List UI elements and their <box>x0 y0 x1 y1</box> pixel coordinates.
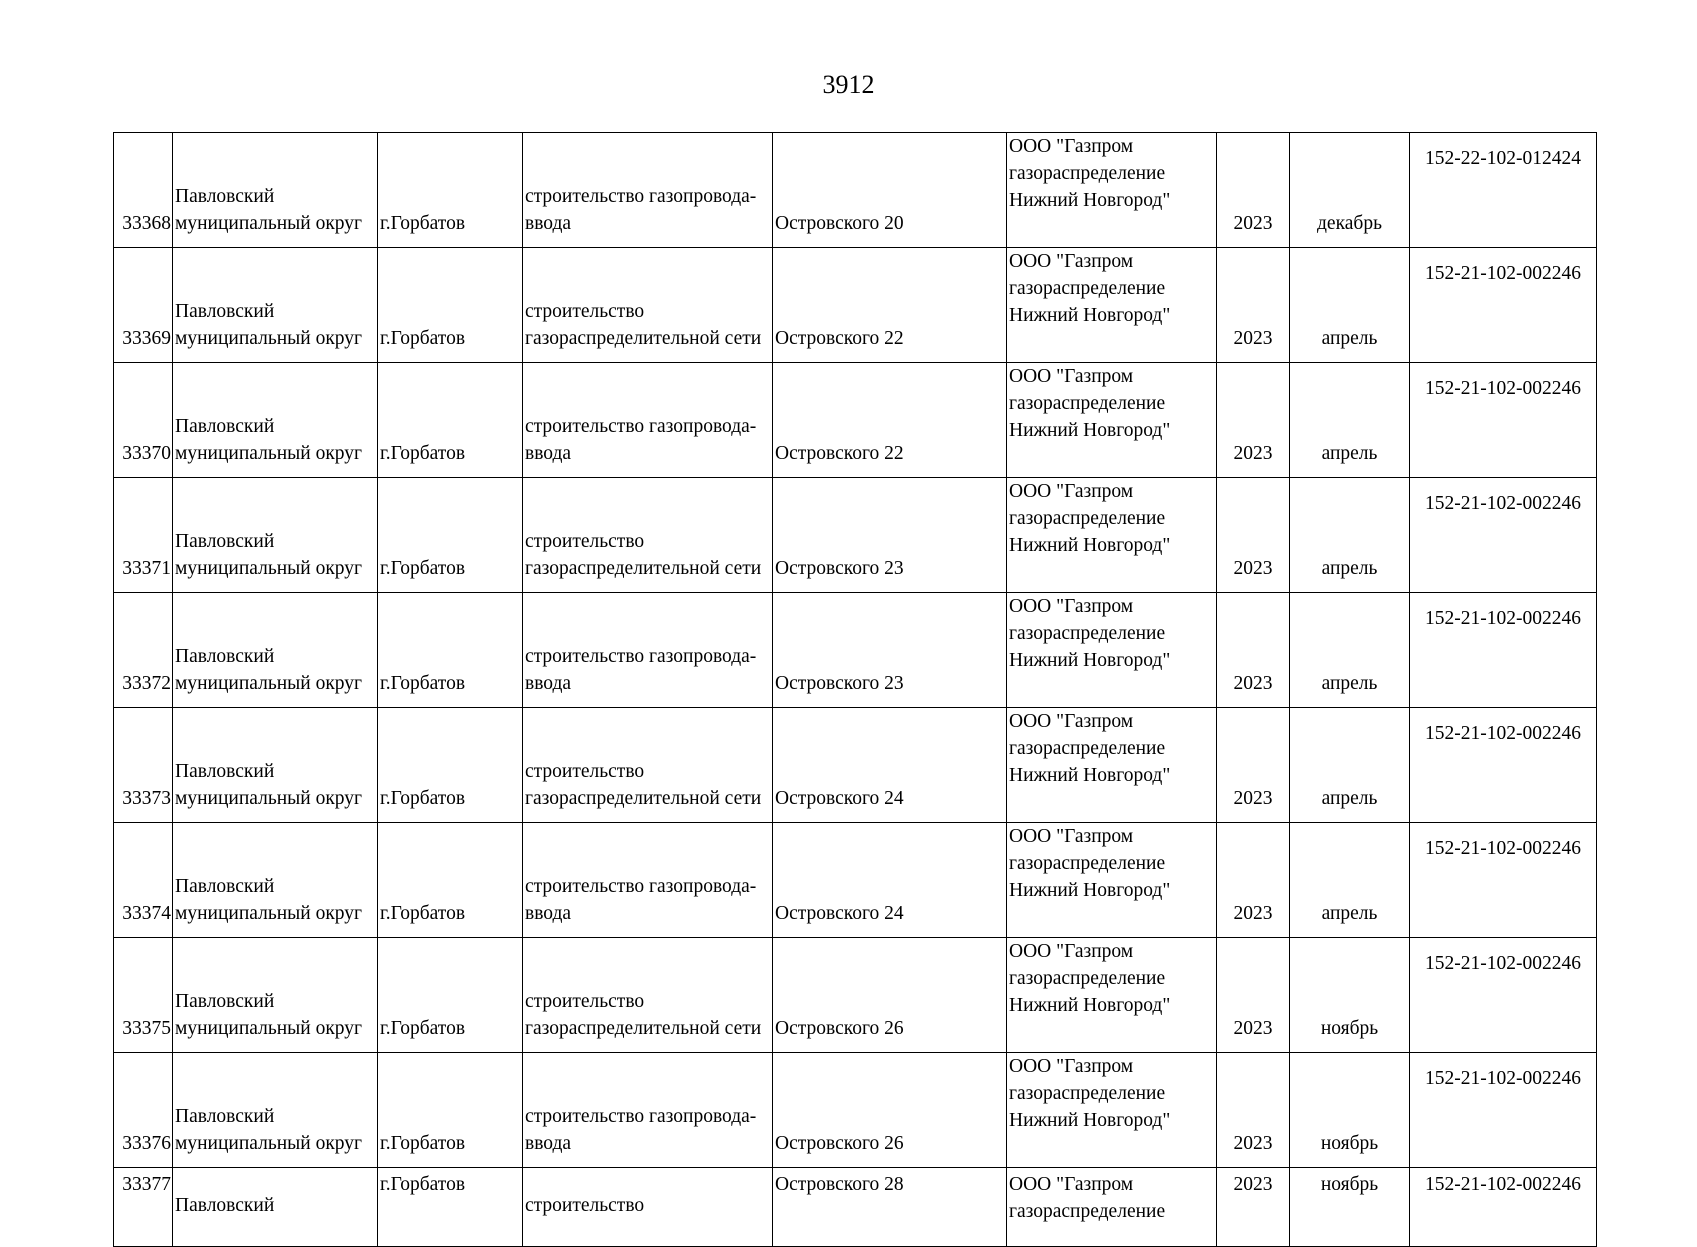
address-cell <box>773 708 1007 823</box>
row-number-cell <box>114 708 173 823</box>
month: апрель <box>1321 558 1378 579</box>
owner-line: Нижний Новгород" <box>1009 1110 1171 1131</box>
address-cell <box>773 593 1007 708</box>
registry-code: 152-21-102-002246 <box>1425 1174 1581 1195</box>
code-cell <box>1410 1168 1597 1247</box>
locality-cell <box>378 1053 523 1168</box>
year-cell <box>1217 823 1290 938</box>
owner-line: Нижний Новгород" <box>1009 190 1171 211</box>
work-type-line: строительство газопровода- <box>525 416 757 437</box>
work-type-line: газораспределительной сети <box>525 328 762 349</box>
work-type-line: строительство газопровода- <box>525 1106 757 1127</box>
year-cell <box>1217 133 1290 248</box>
code-cell <box>1410 938 1597 1053</box>
owner-line: Нижний Новгород" <box>1009 765 1171 786</box>
address-cell <box>773 1053 1007 1168</box>
table-row <box>114 1168 1597 1247</box>
district-cell <box>173 708 378 823</box>
registry-code: 152-21-102-002246 <box>1425 378 1581 399</box>
register-table <box>113 132 1597 1247</box>
locality-cell <box>378 1168 523 1247</box>
row-number: 33376 <box>122 1133 171 1154</box>
district-line: Павловский <box>175 301 275 322</box>
work-type-line: строительство газопровода- <box>525 186 757 207</box>
month-cell <box>1290 708 1410 823</box>
row-number-cell <box>114 478 173 593</box>
locality-cell <box>378 363 523 478</box>
year-cell <box>1217 708 1290 823</box>
work-type-cell <box>523 133 773 248</box>
registry-code: 152-21-102-002246 <box>1425 263 1581 284</box>
owner-cell <box>1007 823 1217 938</box>
work-type-line: строительство <box>525 301 645 322</box>
month: декабрь <box>1317 213 1382 234</box>
district-line: Павловский <box>175 991 275 1012</box>
year-cell <box>1217 248 1290 363</box>
registry-code: 152-21-102-002246 <box>1425 1068 1581 1089</box>
locality: г.Горбатов <box>380 213 466 234</box>
district-cell <box>173 248 378 363</box>
work-type-line: ввода <box>525 213 572 234</box>
table-row <box>114 248 1597 363</box>
table-row <box>114 478 1597 593</box>
code-cell <box>1410 248 1597 363</box>
district-line: муниципальный округ <box>175 1133 363 1154</box>
code-cell <box>1410 133 1597 248</box>
district-line: муниципальный округ <box>175 1018 363 1039</box>
work-type-cell <box>523 593 773 708</box>
registry-code: 152-21-102-002246 <box>1425 723 1581 744</box>
table-row <box>114 708 1597 823</box>
year: 2023 <box>1233 1174 1273 1195</box>
owner-cell <box>1007 133 1217 248</box>
month: апрель <box>1321 788 1378 809</box>
address-cell <box>773 823 1007 938</box>
code-cell <box>1410 708 1597 823</box>
table-row <box>114 1053 1597 1168</box>
year: 2023 <box>1233 213 1273 234</box>
month-cell <box>1290 363 1410 478</box>
row-number: 33370 <box>122 443 171 464</box>
registry-code: 152-21-102-002246 <box>1425 493 1581 514</box>
address-cell <box>773 1168 1007 1247</box>
month: апрель <box>1321 673 1378 694</box>
registry-code: 152-21-102-002246 <box>1425 953 1581 974</box>
work-type-line: строительство <box>525 531 645 552</box>
year: 2023 <box>1233 1018 1273 1039</box>
work-type-cell <box>523 708 773 823</box>
district-cell <box>173 593 378 708</box>
work-type-line: строительство <box>525 991 645 1012</box>
owner-line: газораспределение <box>1009 163 1166 184</box>
owner-line: Нижний Новгород" <box>1009 535 1171 556</box>
owner-line: газораспределение <box>1009 1083 1166 1104</box>
year-cell <box>1217 363 1290 478</box>
district-line: муниципальный округ <box>175 788 363 809</box>
row-number-cell <box>114 823 173 938</box>
work-type-line: строительство газопровода- <box>525 646 757 667</box>
locality: г.Горбатов <box>380 558 466 579</box>
district-line: Павловский <box>175 761 275 782</box>
address: Островского 26 <box>775 1133 904 1154</box>
address-cell <box>773 938 1007 1053</box>
owner-cell <box>1007 1053 1217 1168</box>
row-number: 33369 <box>122 328 171 349</box>
owner-line: газораспределение <box>1009 853 1166 874</box>
year: 2023 <box>1233 673 1273 694</box>
owner-line: ООО "Газпром <box>1009 711 1134 732</box>
district-cell <box>173 938 378 1053</box>
row-number: 33377 <box>122 1174 171 1195</box>
work-type-line: газораспределительной сети <box>525 558 762 579</box>
owner-cell <box>1007 1168 1217 1247</box>
address-cell <box>773 248 1007 363</box>
address: Островского 24 <box>775 788 904 809</box>
month: ноябрь <box>1320 1174 1379 1195</box>
code-cell <box>1410 478 1597 593</box>
owner-line: Нижний Новгород" <box>1009 305 1171 326</box>
locality-cell <box>378 938 523 1053</box>
owner-cell <box>1007 478 1217 593</box>
page-number: 3912 <box>822 70 875 99</box>
locality-cell <box>378 593 523 708</box>
work-type-cell <box>523 823 773 938</box>
row-number: 33371 <box>122 558 171 579</box>
owner-line: газораспределение <box>1009 278 1166 299</box>
registry-code: 152-22-102-012424 <box>1425 148 1581 169</box>
row-number: 33368 <box>122 213 171 234</box>
code-cell <box>1410 1053 1597 1168</box>
registry-code: 152-21-102-002246 <box>1425 838 1581 859</box>
locality: г.Горбатов <box>380 1133 466 1154</box>
owner-line: Нижний Новгород" <box>1009 880 1171 901</box>
work-type-line: газораспределительной сети <box>525 1018 762 1039</box>
owner-line: ООО "Газпром <box>1009 1174 1134 1195</box>
owner-line: газораспределение <box>1009 968 1166 989</box>
address-cell <box>773 363 1007 478</box>
owner-line: ООО "Газпром <box>1009 596 1134 617</box>
address: Островского 20 <box>775 213 904 234</box>
row-number: 33374 <box>122 903 171 924</box>
work-type-cell <box>523 938 773 1053</box>
locality: г.Горбатов <box>380 443 466 464</box>
district-cell <box>173 1053 378 1168</box>
month: апрель <box>1321 328 1378 349</box>
work-type-line: строительство <box>525 1195 645 1216</box>
work-type-line: ввода <box>525 903 572 924</box>
owner-cell <box>1007 593 1217 708</box>
owner-line: газораспределение <box>1009 508 1166 529</box>
locality-cell <box>378 823 523 938</box>
locality: г.Горбатов <box>380 1174 466 1195</box>
owner-cell <box>1007 708 1217 823</box>
locality: г.Горбатов <box>380 328 466 349</box>
row-number: 33375 <box>122 1018 171 1039</box>
work-type-cell <box>523 363 773 478</box>
owner-line: ООО "Газпром <box>1009 366 1134 387</box>
year: 2023 <box>1233 328 1273 349</box>
row-number: 33373 <box>122 788 171 809</box>
address: Островского 28 <box>775 1174 904 1195</box>
code-cell <box>1410 823 1597 938</box>
owner-line: газораспределение <box>1009 393 1166 414</box>
district-line: Павловский <box>175 416 275 437</box>
district-cell <box>173 363 378 478</box>
owner-line: Нижний Новгород" <box>1009 650 1171 671</box>
owner-line: газораспределение <box>1009 1201 1166 1222</box>
work-type-line: ввода <box>525 443 572 464</box>
district-line: Павловский <box>175 1195 275 1216</box>
owner-line: ООО "Газпром <box>1009 136 1134 157</box>
owner-line: газораспределение <box>1009 623 1166 644</box>
year: 2023 <box>1233 788 1273 809</box>
address: Островского 22 <box>775 443 904 464</box>
row-number-cell <box>114 1168 173 1247</box>
address: Островского 22 <box>775 328 904 349</box>
year: 2023 <box>1233 558 1273 579</box>
row-number-cell <box>114 133 173 248</box>
district-cell <box>173 1168 378 1247</box>
month: апрель <box>1321 443 1378 464</box>
year: 2023 <box>1233 443 1273 464</box>
district-cell <box>173 478 378 593</box>
district-line: муниципальный округ <box>175 558 363 579</box>
work-type-cell <box>523 1053 773 1168</box>
owner-line: ООО "Газпром <box>1009 481 1134 502</box>
district-line: Павловский <box>175 876 275 897</box>
month: апрель <box>1321 903 1378 924</box>
year: 2023 <box>1233 1133 1273 1154</box>
row-number-cell <box>114 363 173 478</box>
month: ноябрь <box>1320 1133 1379 1154</box>
locality: г.Горбатов <box>380 1018 466 1039</box>
district-cell <box>173 823 378 938</box>
table-row <box>114 133 1597 248</box>
work-type-line: строительство газопровода- <box>525 876 757 897</box>
month-cell <box>1290 1053 1410 1168</box>
table-row <box>114 823 1597 938</box>
locality-cell <box>378 248 523 363</box>
month-cell <box>1290 248 1410 363</box>
owner-line: газораспределение <box>1009 738 1166 759</box>
owner-line: ООО "Газпром <box>1009 1056 1134 1077</box>
owner-cell <box>1007 248 1217 363</box>
locality-cell <box>378 133 523 248</box>
district-line: Павловский <box>175 186 275 207</box>
table-body <box>114 133 1597 1247</box>
locality-cell <box>378 478 523 593</box>
month-cell <box>1290 938 1410 1053</box>
month-cell <box>1290 133 1410 248</box>
owner-line: ООО "Газпром <box>1009 941 1134 962</box>
district-line: Павловский <box>175 646 275 667</box>
district-line: муниципальный округ <box>175 328 363 349</box>
code-cell <box>1410 593 1597 708</box>
month-cell <box>1290 1168 1410 1247</box>
year-cell <box>1217 938 1290 1053</box>
month-cell <box>1290 593 1410 708</box>
address: Островского 24 <box>775 903 904 924</box>
work-type-line: ввода <box>525 673 572 694</box>
district-line: муниципальный округ <box>175 673 363 694</box>
table-row <box>114 363 1597 478</box>
owner-cell <box>1007 938 1217 1053</box>
locality-cell <box>378 708 523 823</box>
month: ноябрь <box>1320 1018 1379 1039</box>
row-number-cell <box>114 593 173 708</box>
locality: г.Горбатов <box>380 788 466 809</box>
month-cell <box>1290 823 1410 938</box>
owner-line: ООО "Газпром <box>1009 251 1134 272</box>
district-line: Павловский <box>175 531 275 552</box>
code-cell <box>1410 363 1597 478</box>
district-line: муниципальный округ <box>175 903 363 924</box>
year-cell <box>1217 1168 1290 1247</box>
address: Островского 23 <box>775 558 904 579</box>
row-number-cell <box>114 938 173 1053</box>
year-cell <box>1217 593 1290 708</box>
locality: г.Горбатов <box>380 673 466 694</box>
work-type-line: ввода <box>525 1133 572 1154</box>
work-type-cell <box>523 248 773 363</box>
work-type-cell <box>523 1168 773 1247</box>
address: Островского 26 <box>775 1018 904 1039</box>
year-cell <box>1217 478 1290 593</box>
year-cell <box>1217 1053 1290 1168</box>
owner-line: ООО "Газпром <box>1009 826 1134 847</box>
table-row <box>114 938 1597 1053</box>
table-row <box>114 593 1597 708</box>
work-type-cell <box>523 478 773 593</box>
registry-code: 152-21-102-002246 <box>1425 608 1581 629</box>
month-cell <box>1290 478 1410 593</box>
district-cell <box>173 133 378 248</box>
address-cell <box>773 133 1007 248</box>
owner-line: Нижний Новгород" <box>1009 995 1171 1016</box>
district-line: муниципальный округ <box>175 443 363 464</box>
work-type-line: строительство <box>525 761 645 782</box>
row-number: 33372 <box>122 673 171 694</box>
owner-cell <box>1007 363 1217 478</box>
address-cell <box>773 478 1007 593</box>
year: 2023 <box>1233 903 1273 924</box>
address: Островского 23 <box>775 673 904 694</box>
district-line: муниципальный округ <box>175 213 363 234</box>
row-number-cell <box>114 1053 173 1168</box>
row-number-cell <box>114 248 173 363</box>
locality: г.Горбатов <box>380 903 466 924</box>
district-line: Павловский <box>175 1106 275 1127</box>
owner-line: Нижний Новгород" <box>1009 420 1171 441</box>
work-type-line: газораспределительной сети <box>525 788 762 809</box>
